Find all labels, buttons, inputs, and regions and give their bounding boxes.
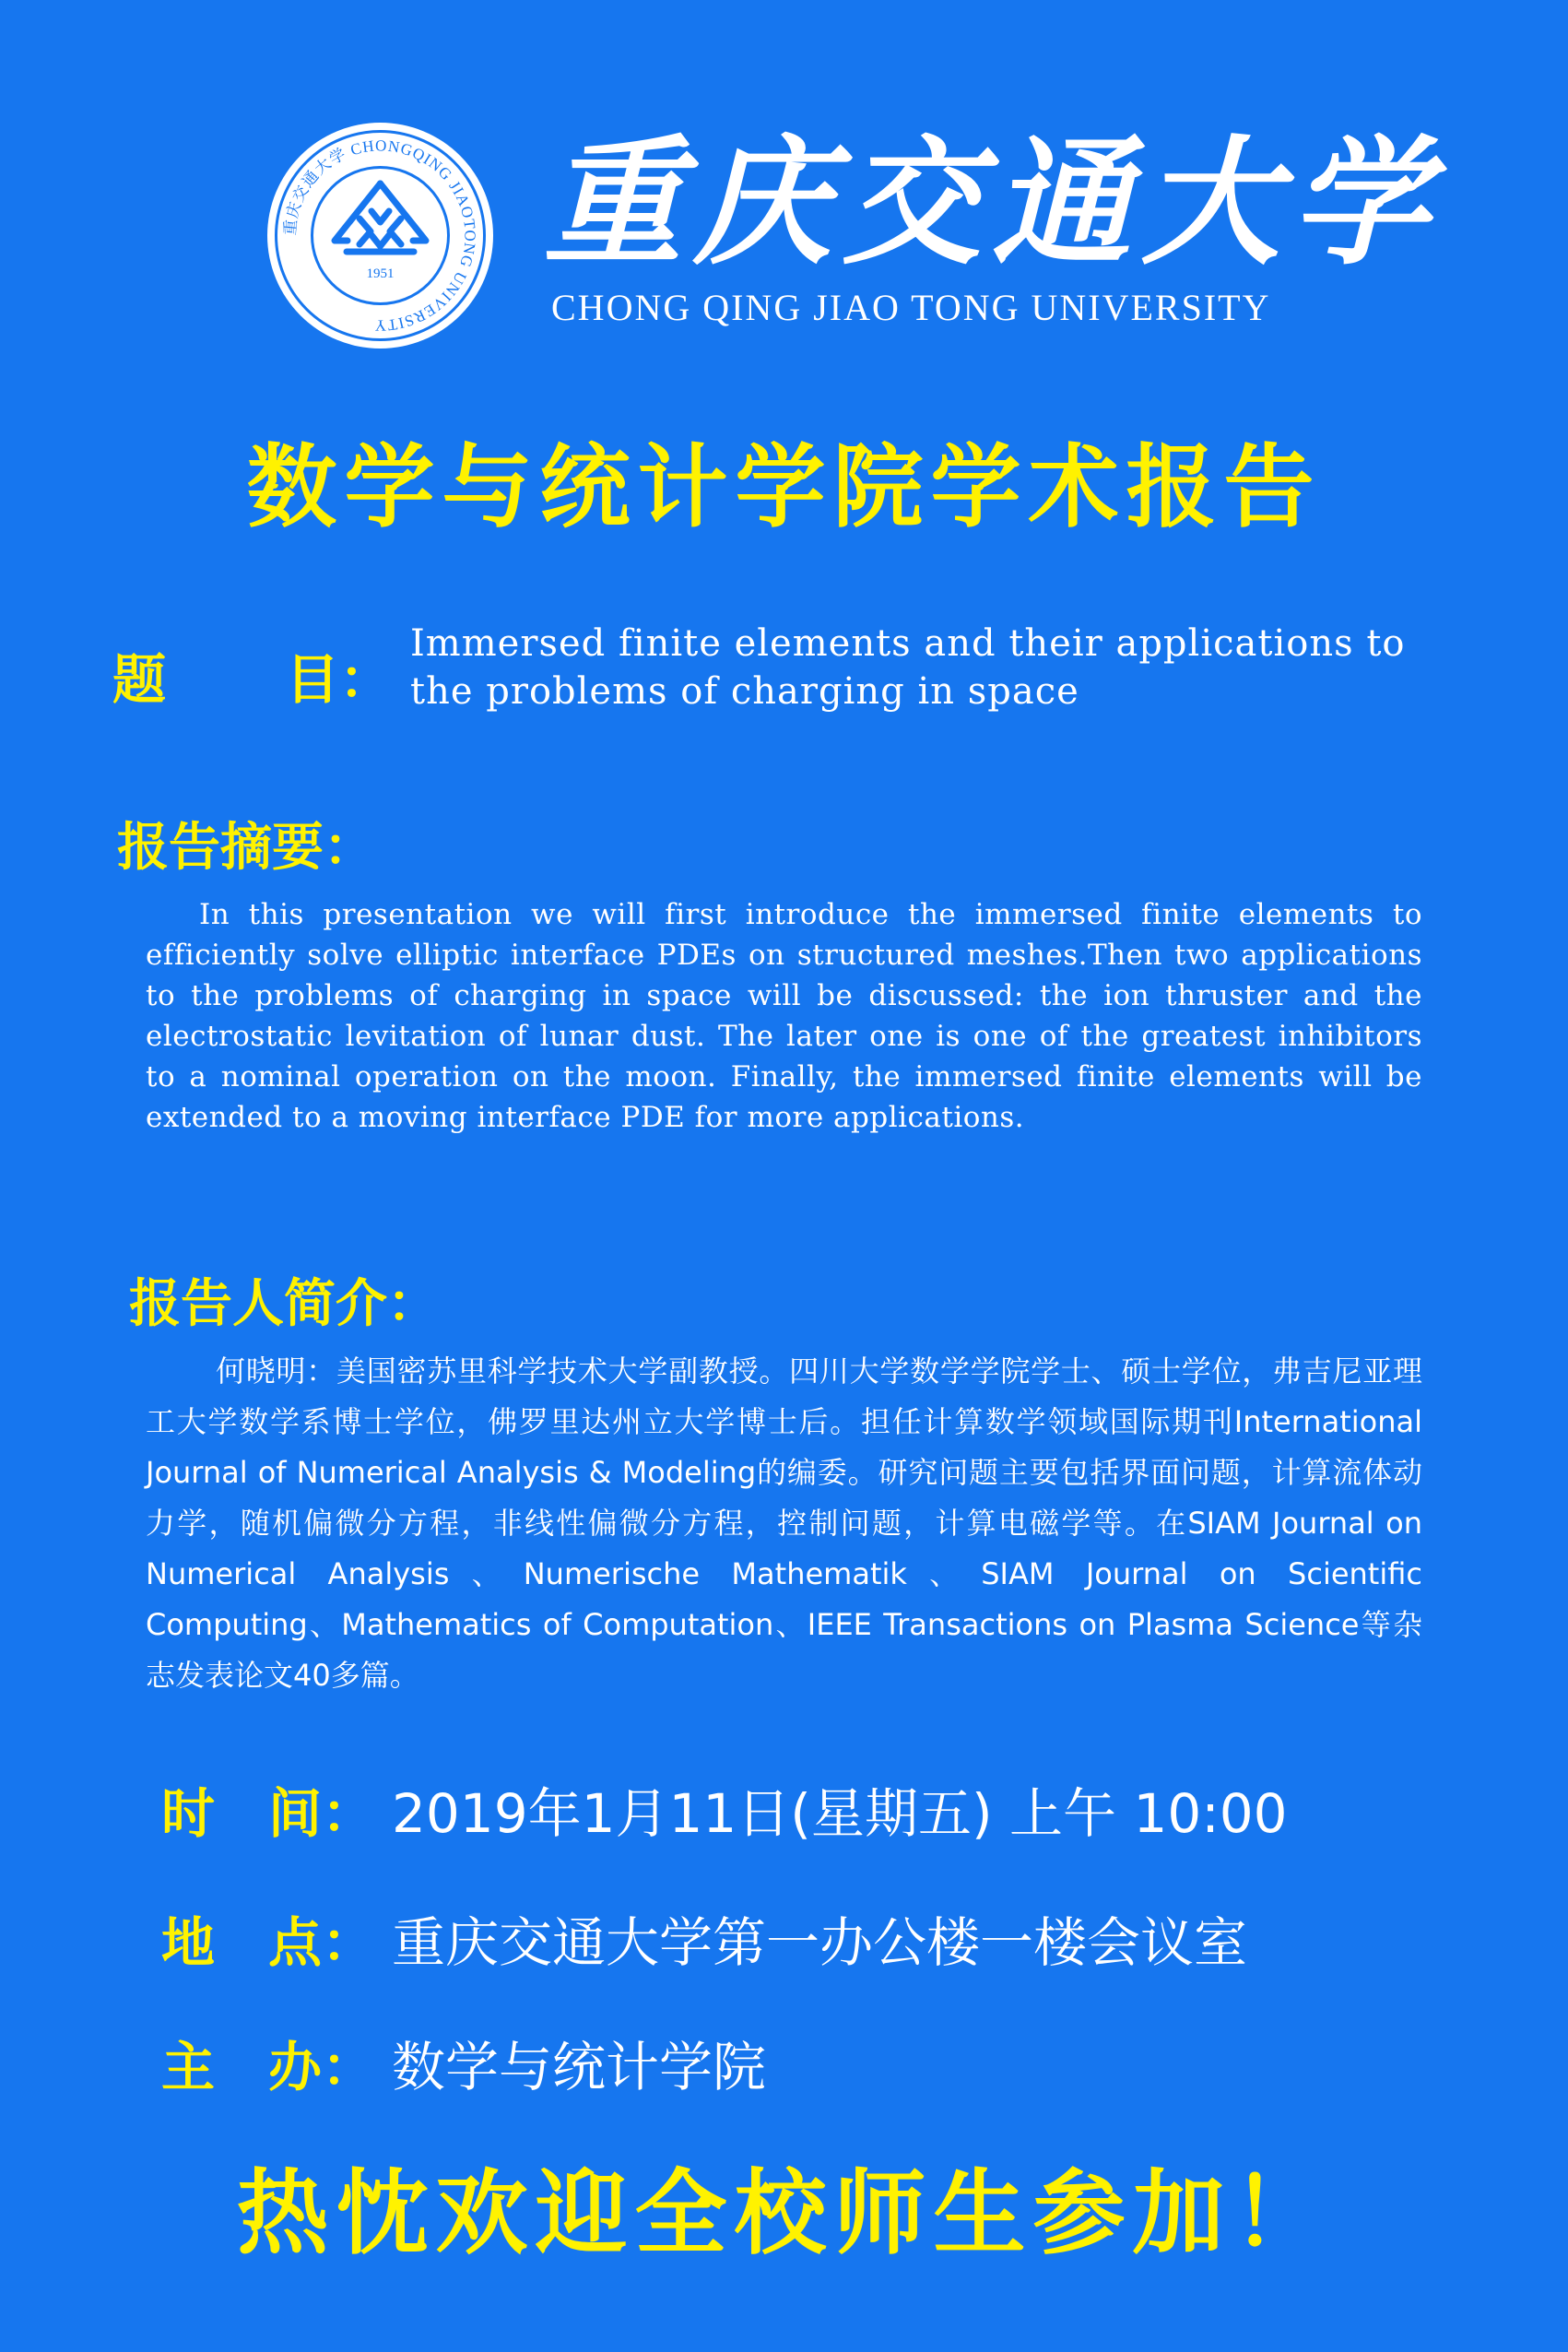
welcome-banner: 热忱欢迎全校师生参加！ bbox=[236, 2159, 1332, 2267]
place-label: 地 点： bbox=[161, 1911, 376, 1974]
place-row bbox=[161, 1899, 1247, 1977]
university-seal-icon bbox=[267, 123, 493, 349]
svg-text:重庆交通大学 CHONGQING JIAOTONG UNIV: 重庆交通大学 CHONGQING JIAOTONG UNIVERSITY bbox=[281, 136, 479, 335]
poster-title: 数学与统计学院学术报告 bbox=[246, 435, 1322, 540]
host-row bbox=[161, 2024, 766, 2101]
university-name-calligraphy: 重庆交通大学 bbox=[544, 122, 1441, 284]
host-value: 数学与统计学院 bbox=[392, 2036, 767, 2098]
host-label: 主 办： bbox=[161, 2036, 376, 2098]
abstract-text: In this presentation we will first introduce the immersed finite elements to efficiently solve elliptic interface PDEs on structured meshes.Then two applications to the problems of charging in space will be discussed: the ion thruster and the electrostatic levitation of lunar dust. The later one is one of the greatest inhibitors to a nominal operation on the moon. Finally, the immersed finite elements will be extended to a moving interface PDE for more applications. bbox=[146, 898, 1422, 1134]
abstract-label: 报告摘要： bbox=[117, 818, 375, 878]
time-row bbox=[161, 1770, 1288, 1848]
time-value: 2019年1月11日(星期五) 上午 10:00 bbox=[392, 1782, 1288, 1845]
time-label: 时 间： bbox=[161, 1782, 376, 1845]
topic-text: Immersed finite elements and their applications to the problems of charging in space bbox=[410, 622, 1406, 713]
university-seal bbox=[267, 123, 493, 349]
speaker-bio-text: 何晓明：美国密苏里科学技术大学副教授。四川大学数学学院学士、硕士学位，弗吉尼亚理工大学数学系博士学位，佛罗里达州立大学博士后。担任计算数学领域国际期刊International Journal of Numerical Analysis & Modeling的编委。研究问题主要包括界面问题，计算流体动力学，随机偏微分方程，非线性偏微分方程，控制问题，计算电磁学等。在SIAM Journal on Numerical Analysis、Numerische Mathematik、SIAM Journal on Scientific Computing、Mathematics of Computation、IEEE Transactions on Plasma Science等杂志发表论文40多篇。 bbox=[146, 1353, 1422, 1693]
topic-label-left: 题 bbox=[112, 648, 167, 711]
svg-text:1951: 1951 bbox=[366, 266, 395, 281]
topic-label-right: 目： bbox=[286, 648, 394, 711]
speaker-bio-label: 报告人简介： bbox=[129, 1274, 439, 1334]
university-name-english: CHONG QING JIAO TONG UNIVERSITY bbox=[551, 287, 1271, 328]
topic-label bbox=[112, 636, 393, 714]
place-value: 重庆交通大学第一办公楼一楼会议室 bbox=[392, 1911, 1248, 1974]
